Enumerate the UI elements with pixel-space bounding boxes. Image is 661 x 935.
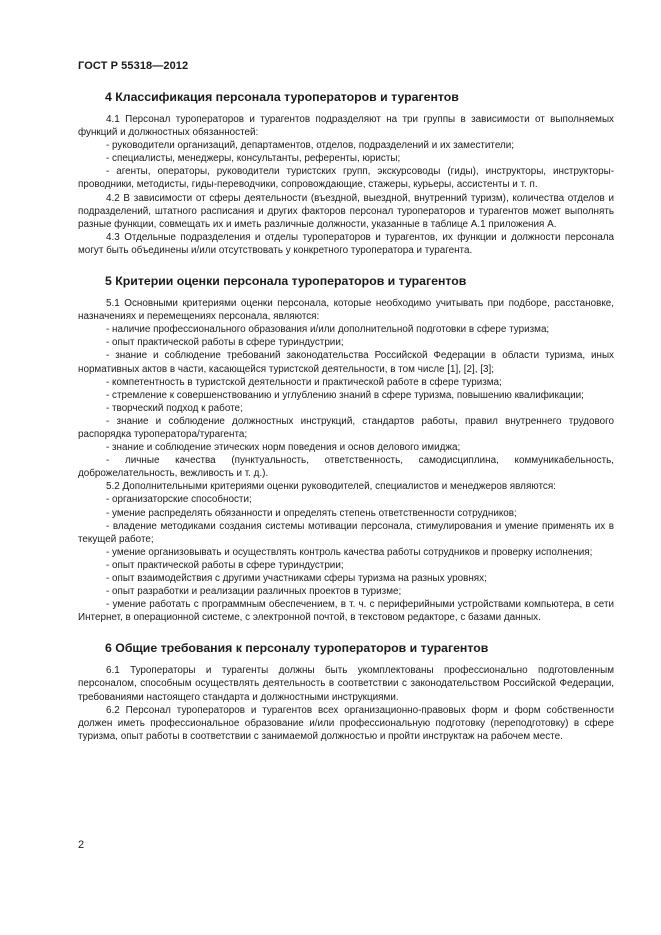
page-content [78,89,614,743]
list-item: - компетентность в туристской деятельности и практической работе в сфере туризма; [106,376,502,388]
list-item: - творческий подход к работе; [106,402,243,414]
list-item: - опыт разработки и реализации различных проектов в туризме; [106,586,402,598]
list-item: - наличие профессионального образования и/или дополнительной подготовки в сфере туризма; [106,324,550,336]
paragraph: 6.2 Персонал туроператоров и турагентов всех организационно-правовых форм и форм собственности должен иметь профессиональное образование и/или профессиональную подготовку (переподготовку) в сфере туризма, опыт работы в соответствии с занимаемой должностью и пройти инструктаж на рабочем месте. [78,704,614,742]
page-number: 2 [78,839,85,851]
list-item: - знание и соблюдение этических норм поведения и основ делового имиджа; [106,442,461,454]
list-item: - личные качества (пунктуальность, ответственность, самодисциплина, коммуникабельность, доброжелательность, вежливость и т. д.). [78,455,614,480]
standard-header: ГОСТ Р 55318—2012 [78,60,189,72]
paragraph: 5.1 Основными критериями оценки персонала, которые необходимо учитывать при подборе, расстановке, назначениях и перемещениях персонала, являются: [78,298,614,323]
list-item: - организаторские способности; [106,494,252,506]
paragraph: 6.1 Туроператоры и турагенты должны быть укомплектованы профессионально подготовленным персоналом, способным осуществлять деятельность в соответствии с законодательством Российской Федерации, требованиями настоящего стандарта и должностными инструкциями. [78,665,614,703]
list-item: - агенты, операторы, руководители туристских групп, экскурсоводы (гиды), инструкторы, инструкторы-проводники, методисты, гиды-переводчики, сопровождающие, стажеры, курьеры, ассистенты и т. п. [78,166,614,191]
list-item: - знание и соблюдение должностных инструкций, стандартов работы, правил внутреннего трудового распорядка туроператора/турагента; [78,415,614,440]
list-item: - владение методиками создания системы мотивации персонала, стимулирования и умение применять их в текущей работе; [78,520,614,545]
list-item: - опыт взаимодействия с другими участниками сферы туризма на разных уровнях; [106,573,487,584]
paragraph: 4.2 В зависимости от сферы деятельности (въездной, выездной, внутренний туризм), количества отделов и подразделений, штатного расписания и других факторов персонал туроператоров и турагентов может выполнять разные функции, совмещать их и иметь различные должности, указанные в таблице А.1 приложения А. [78,192,614,230]
list-item: - умение организовывать и осуществлять контроль качества работы сотрудников и проверку исполнения; [106,546,593,558]
list-item: - опыт практической работы в сфере туриндустрии; [106,337,344,349]
paragraph: 4.1 Персонал туроператоров и турагентов подразделяют на три группы в зависимости от выполняемых функций и должностных обязанностей: [78,114,614,139]
list-item: - умение распределять обязанности и определять степень ответственности сотрудников; [106,507,517,519]
list-item: - умение работать с программным обеспечением, в т. ч. с периферийными устройствами компьютера, в сети Интернет, в операционной системе, с электронной почтой, в текстовом редакторе, с базами данных. [78,599,614,624]
list-item: - руководители организаций, департаментов, отделов, подразделений и их заместители; [106,140,515,152]
section-6-heading: 6 Общие требования к персоналу туроператоров и турагентов [105,641,489,656]
list-item: - знание и соблюдение требований законодательства Российской Федерации в области туризма, иных нормативных актов в части, касающейся туристской деятельности, в том числе [1], [2], [3]; [78,350,614,375]
paragraph: 5.2 Дополнительными критериями оценки руководителей, специалистов и менеджеров являются: [106,481,556,493]
section-4-heading: 4 Классификация персонала туроператоров и турагентов [105,90,459,104]
paragraph: 4.3 Отдельные подразделения и отделы туроператоров и турагентов, их функции и должности персонала могут быть объединены и/или отсутствовать у конкретного туроператора и турагента. [78,231,614,256]
section-5-heading: 5 Критерии оценки персонала туроператоров и турагентов [105,274,467,289]
list-item: - стремление к совершенствованию и углублению знаний в сфере туризма, повышению квалификации; [106,389,584,401]
list-item: - специалисты, менеджеры, консультанты, референты, юристы; [106,153,401,165]
list-item: - опыт практической работы в сфере туриндустрии; [106,559,344,571]
